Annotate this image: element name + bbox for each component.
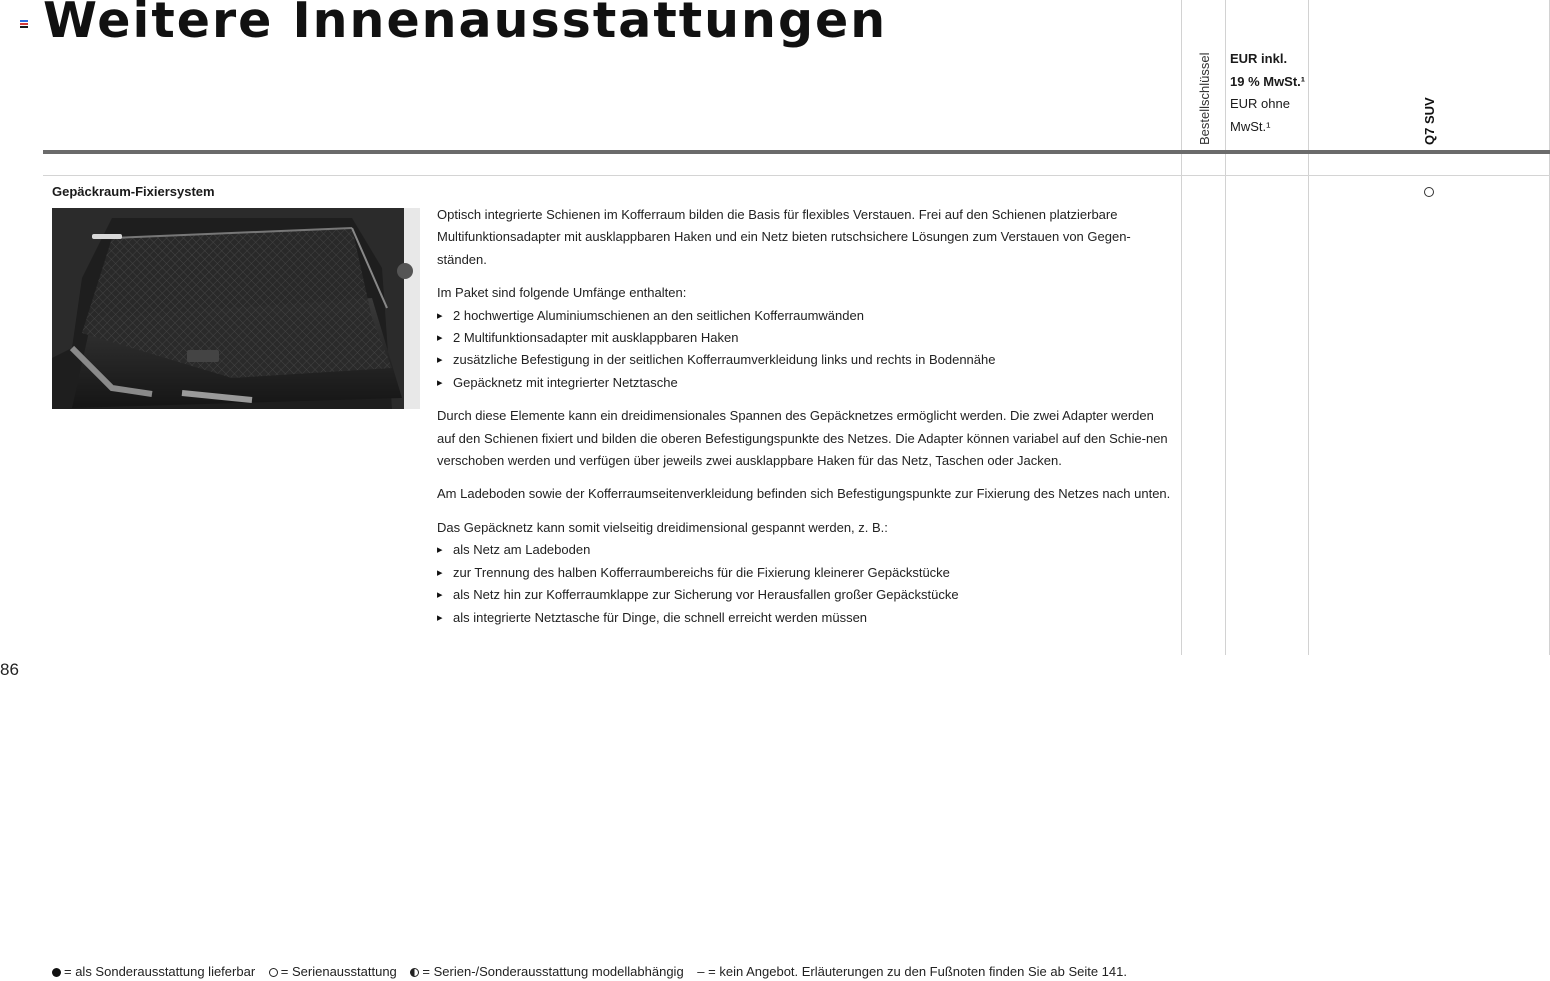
list-item: ▸ zusätzliche Befestigung in der seitlichen Kofferraumverkleidung links und rechts in Bodennähe xyxy=(437,349,1172,371)
list-item: ▸ als integrierte Netztasche für Dinge, die schnell erreicht werden müssen xyxy=(437,607,1172,629)
list-item: ▸ 2 hochwertige Aluminiumschienen an den seitlichen Kofferraumwänden xyxy=(437,305,1172,327)
open-circle-icon xyxy=(269,968,278,977)
price-label-net-vat: MwSt.¹ xyxy=(1230,118,1271,134)
standard-equipment-marker xyxy=(1424,187,1434,197)
list-item: ▸ zur Trennung des halben Kofferraumbereichs für die Fixierung kleinerer Gepäckstücke xyxy=(437,562,1172,584)
paragraph-floor-points: Am Ladeboden sowie der Kofferraumseitenverkleidung befinden sich Befestigungspunkte zur Fixierung des Netzes nach unten. xyxy=(437,486,1171,502)
row-divider xyxy=(43,175,1550,176)
legend-standard: = Serienausstattung xyxy=(280,964,397,979)
paragraph-intro: Optisch integrierte Schienen im Kofferraum bilden die Basis für flexibles Verstauen. Frei auf den Schienen platzierbare Multifunktionsadapter mit ausklappbaren Haken und ein Netz bieten rutschsichere Lösungen zum Verstauen von Gegen-ständen. xyxy=(437,207,1131,267)
half-circle-icon xyxy=(410,968,419,977)
order-key-column-header: Bestellschlüssel xyxy=(1197,52,1212,145)
uses-list xyxy=(437,539,1172,629)
filled-circle-icon xyxy=(52,968,61,977)
section-title: Gepäckraum-Fixiersystem xyxy=(52,184,215,199)
paragraph-tensioning: Durch diese Elemente kann ein dreidimensionales Spannen des Gepäcknetzes ermöglicht werden. Die zwei Adapter werden auf den Schienen fixiert und bilden die oberen Befestigungspunkte des Netzes. Die Adapter können variabel auf den Schie-nen verschoben werden und verfügen über jeweils zwei ausklappbare Haken für das Netz, Taschen oder Jacken. xyxy=(437,408,1168,469)
list-item: ▸ als Netz am Ladeboden xyxy=(437,539,1172,561)
model-column-header: Q7 SUV xyxy=(1422,97,1437,145)
package-contents-list xyxy=(437,305,1172,395)
dash-symbol: – xyxy=(697,964,705,979)
column-divider xyxy=(1308,0,1309,655)
price-label-net: EUR ohne xyxy=(1230,96,1290,111)
legend-no-offer: = kein Angebot. Erläuterungen zu den Fußnoten finden Sie ab Seite 141. xyxy=(708,964,1127,979)
description-text xyxy=(437,204,1172,640)
menu-icon[interactable] xyxy=(20,20,28,28)
column-divider xyxy=(1181,0,1182,655)
header-rule xyxy=(43,150,1550,154)
paragraph-package-lead: Im Paket sind folgende Umfänge enthalten: xyxy=(437,285,687,301)
list-item: ▸ 2 Multifunktionsadapter mit ausklappbaren Haken xyxy=(437,327,1172,349)
legend-model-dependent: = Serien-/Sonderausstattung modellabhängig xyxy=(422,964,684,979)
list-item: ▸ Gepäcknetz mit integrierter Netztasche xyxy=(437,372,1172,394)
trunk-net-photo xyxy=(52,208,420,409)
page-title: Weitere Innenausstattungen xyxy=(43,0,888,49)
legend-optional: = als Sonderausstattung lieferbar xyxy=(64,964,256,979)
legend xyxy=(52,964,1137,979)
price-label-gross: EUR inkl. xyxy=(1230,51,1288,66)
paragraph-uses-lead: Das Gepäcknetz kann somit vielseitig dreidimensional gespannt werden, z. B.: xyxy=(437,519,888,535)
column-divider xyxy=(1225,0,1226,655)
price-column-header xyxy=(1230,48,1305,138)
list-item: ▸ als Netz hin zur Kofferraumklappe zur Sicherung vor Herausfallen großer Gepäckstücke xyxy=(437,584,1172,606)
page-number: 86 xyxy=(0,660,19,679)
price-label-vat: 19 % MwSt.¹ xyxy=(1230,73,1306,89)
